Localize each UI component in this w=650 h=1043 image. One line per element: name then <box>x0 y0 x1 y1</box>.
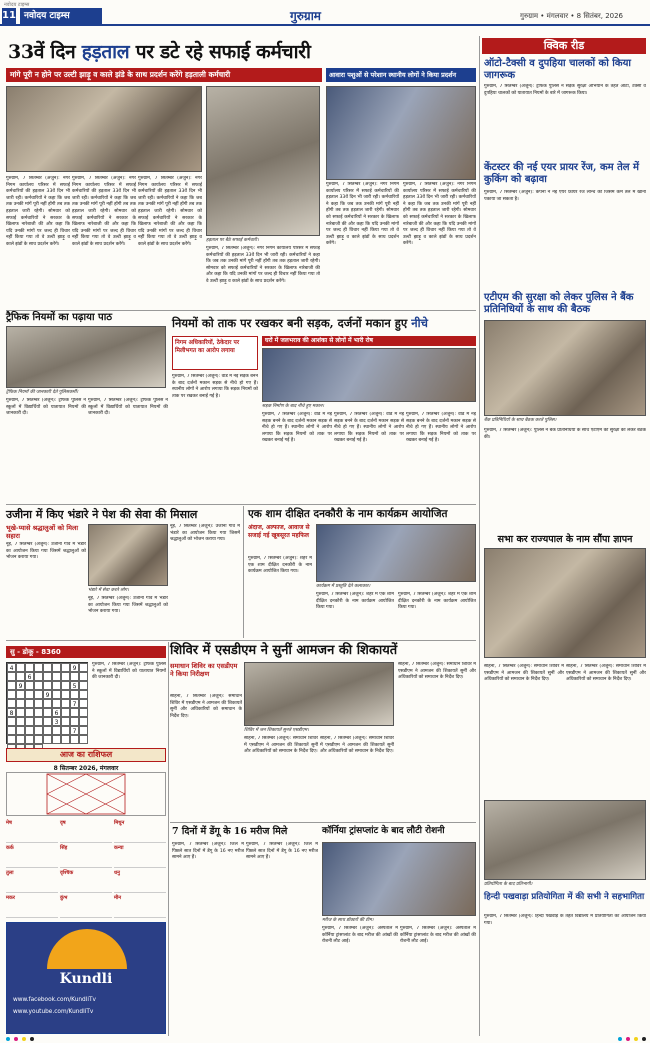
sudoku-grid[interactable] <box>6 662 88 744</box>
sudoku-cell[interactable] <box>70 735 79 744</box>
camp-quote: सभा कर राज्यपाल के नाम सौंपा ज्ञापन <box>497 534 633 545</box>
sudoku-cell[interactable] <box>16 672 25 681</box>
sudoku-cell[interactable] <box>52 663 61 672</box>
sudoku-cell[interactable] <box>43 699 52 708</box>
lead-headline <box>8 40 468 64</box>
quick-read-caption: बैंक प्रतिनिधियों के साथ बैठक करते पुलिस। <box>484 418 557 423</box>
sudoku-cell[interactable] <box>25 681 34 690</box>
sudoku-cell[interactable]: 4 <box>7 663 16 672</box>
sudoku-cell[interactable] <box>61 708 70 717</box>
traffic-headline: ट्रैफिक नियमों का पढ़ाया पाठ <box>6 312 113 323</box>
lead-body-col4: गुरुग्राम, 7 सितम्बर (अर्जुन): नगर निगम कार्यालय परिसर में सफाई कर्मचारियों की हड़ताल 33वें दिन भी जारी रही। कर्मचारियों ने कहा कि जब तक उनकी मांगें पूरी नहीं होंगी तब तक हड़ताल जारी रहेगी। सोमवार को सफाई कर्मचारियों ने सरकार के खिलाफ नारेबाजी की और कहा कि यदि उनकी मांगों पर जल्द ही विचार नहीं किया गया तो वे उल्टी झाड़ू व काले झंडों के साथ प्रदर्शन करेंगे। <box>206 246 320 284</box>
sudoku-cell[interactable] <box>79 699 88 708</box>
sudoku-cell[interactable] <box>43 672 52 681</box>
sudoku-cell[interactable] <box>43 717 52 726</box>
horoscope-signs <box>6 820 166 920</box>
sudoku-cell[interactable] <box>7 681 16 690</box>
sudoku-cell[interactable] <box>34 690 43 699</box>
sudoku-cell[interactable] <box>52 735 61 744</box>
sudoku-cell[interactable] <box>16 735 25 744</box>
dengue-body-col1: गुरुग्राम, 7 सितम्बर (अर्जुन): जिले में पिछले सात दिनों में डेंगू के 16 नए मरीज सामने आए हैं। <box>172 842 244 861</box>
sudoku-cell[interactable] <box>52 699 61 708</box>
ujjaina-caption: भंडारे में सेवा करते लोग। <box>88 588 129 593</box>
lead-body-col2: गुरुग्राम, 7 सितम्बर (अर्जुन): नगर निगम कार्यालय परिसर में सफाई कर्मचारियों की हड़ताल 33वें दिन भी जारी रही। कर्मचारियों ने कहा कि जब तक उनकी मांगें पूरी नहीं होंगी तब तक हड़ताल जारी रहेगी। सोमवार को सफाई कर्मचारियों ने सरकार के खिलाफ नारेबाजी की और कहा कि यदि उनकी मांगों पर जल्द ही विचार नहीं किया गया तो वे उल्टी झाड़ू व काले झंडों के साथ प्रदर्शन करेंगे। <box>72 176 136 247</box>
sudoku-cell[interactable] <box>34 672 43 681</box>
rules-caption: सड़क निर्माण के बाद नीचे हुए मकान। <box>262 404 325 409</box>
sudoku-cell[interactable] <box>7 717 16 726</box>
ujjaina-body-col1: नूंह, 7 सितम्बर (अर्जुन): उजीना गांव में भंडारे का आयोजन किया गया जिसमें श्रद्धालुओं को भोजन कराया गया। <box>6 542 86 561</box>
divider <box>168 642 169 1036</box>
ujjaina-headline: उजीना में किए भंडारे ने पेश की सेवा की मिसाल <box>6 508 198 521</box>
registration-marks <box>6 1036 646 1042</box>
dengue-headline: 7 दिनों में डेंगू के 16 मरीज मिले <box>172 826 288 837</box>
sudoku-cell[interactable] <box>43 726 52 735</box>
program-subhead: अंदाज, अल्फाज, आवाज से सजाई गई खूबसूरत महफिल <box>248 524 310 539</box>
sudoku-cell[interactable] <box>7 699 16 708</box>
cornea-caption: मरीज के साथ डॉक्टरों की टीम। <box>322 918 374 923</box>
sudoku-rules: गुरुग्राम, 7 सितम्बर (अर्जुन): ट्रैफिक पुलिस ने स्कूलों में विद्यार्थियों को यातायात नियमों की जानकारी दी। <box>92 662 166 681</box>
divider <box>6 504 476 505</box>
horoscope-sign: वृष <box>60 820 112 843</box>
rules-headline-a: नियमों को ताक पर रखकर बनी सड़क, दर्जनों मकान हुए <box>172 316 412 330</box>
hindi-caption: प्रतियोगिता के बाद प्रतिभागी। <box>484 882 533 887</box>
sudoku-cell[interactable] <box>43 681 52 690</box>
sudoku-cell[interactable] <box>79 717 88 726</box>
camp-photo <box>244 662 394 726</box>
ujjaina-subhead: भूखे-प्यासे श्रद्धालुओं को मिला सहारा <box>6 524 79 540</box>
sudoku-cell[interactable] <box>34 663 43 672</box>
sudoku-cell[interactable]: 6 <box>25 672 34 681</box>
quick-read-title-1: ऑटो-टैक्सी व दुपहिया चालकों को किया जागरूक <box>484 58 631 81</box>
rules-body-col3: गुरुग्राम, 7 सितम्बर (अर्जुन): वार्ड में नई सड़क बनने के बाद दर्जनों मकान सड़क से नीचे हो गए हैं। स्थानीय लोगों ने आरोप लगाया कि सड़क नियमों को ताक पर रखकर बनाई गई है। <box>334 412 404 444</box>
sudoku-cell[interactable] <box>79 672 88 681</box>
ujjaina-body-col2: नूंह, 7 सितम्बर (अर्जुन): उजीना गांव में भंडारे का आयोजन किया गया जिसमें श्रद्धालुओं को भोजन कराया गया। <box>88 596 168 615</box>
program-photo <box>316 524 476 582</box>
sudoku-cell[interactable]: 9 <box>70 663 79 672</box>
sudoku-cell[interactable]: 8 <box>7 708 16 717</box>
horoscope-sign: कर्क <box>6 845 58 868</box>
program-body-col1: गुरुग्राम, 7 सितम्बर (अर्जुन): शहर में एक शाम दीक्षित दनकौरी के नाम कार्यक्रम आयोजित किया गया। <box>248 556 312 575</box>
sudoku-cell[interactable] <box>16 663 25 672</box>
rules-body-col1: गुरुग्राम, 7 सितम्बर (अर्जुन): वार्ड में नई सड़क बनने के बाद दर्जनों मकान सड़क से नीचे हो गए हैं। स्थानीय लोगों ने आरोप लगाया कि सड़क नियमों को ताक पर रखकर बनाई गई है। <box>172 374 258 399</box>
traffic-body-col2: गुरुग्राम, 7 सितम्बर (अर्जुन): ट्रैफिक पुलिस ने स्कूलों में विद्यार्थियों को यातायात नियमों की जानकारी दी। <box>88 398 168 417</box>
sudoku-cell[interactable] <box>70 690 79 699</box>
sudoku-cell[interactable] <box>52 672 61 681</box>
side-body-col1: गुरुग्राम, 7 सितम्बर (अर्जुन): नगर निगम कार्यालय परिसर में सफाई कर्मचारियों की हड़ताल 33वें दिन भी जारी रही। कर्मचारियों ने कहा कि जब तक उनकी मांगें पूरी नहीं होंगी तब तक हड़ताल जारी रहेगी। सोमवार को सफाई कर्मचारियों ने सरकार के खिलाफ नारेबाजी की और कहा कि यदि उनकी मांगों पर जल्द ही विचार नहीं किया गया तो वे उल्टी झाड़ू व काले झंडों के साथ प्रदर्शन करेंगे। <box>326 182 399 247</box>
cornea-photo <box>322 842 476 916</box>
sudoku-cell[interactable] <box>79 708 88 717</box>
rules-headline <box>172 316 476 330</box>
divider <box>479 36 480 1036</box>
horoscope-sign: वृश्चिक <box>60 870 112 893</box>
rules-body-col2: गुरुग्राम, 7 सितम्बर (अर्जुन): वार्ड में नई सड़क बनने के बाद दर्जनों मकान सड़क से नीचे हो गए हैं। स्थानीय लोगों ने आरोप लगाया कि सड़क नियमों को ताक पर रखकर बनाई गई है। <box>262 412 332 444</box>
sudoku-cell[interactable] <box>61 681 70 690</box>
camp-body-col3: सोहना, 7 सितम्बर (अर्जुन): समाधान शिविर में एसडीएम ने आमजन की शिकायतें सुनीं और अधिकारियों को समाधान के निर्देश दिए। <box>320 736 394 755</box>
quick-read-body-3: गुरुग्राम, 7 सितम्बर (अर्जुन): पुलिस ने बैंक प्रतिनिधियों के साथ एटीएम की सुरक्षा को लेकर बैठक की। <box>484 428 646 440</box>
sudoku-cell[interactable] <box>79 690 88 699</box>
traffic-body-col1: गुरुग्राम, 7 सितम्बर (अर्जुन): ट्रैफिक पुलिस ने स्कूलों में विद्यार्थियों को यातायात नियमों की जानकारी दी। <box>6 398 86 417</box>
quick-read-photo <box>484 320 646 416</box>
camp-caption: शिविर में जन शिकायतें सुनते एसडीएम। <box>244 728 309 733</box>
horoscope-title: आज का राशिफल <box>6 748 166 762</box>
date-line: गुरुग्राम • मंगलवार • 8 सितंबर, 2026 <box>520 12 624 20</box>
sudoku-cell[interactable] <box>61 690 70 699</box>
ujjaina-body-col3: नूंह, 7 सितम्बर (अर्जुन): उजीना गांव में भंडारे का आयोजन किया गया जिसमें श्रद्धालुओं को भोजन कराया गया। <box>170 524 240 543</box>
sudoku-cell[interactable]: 6 <box>52 708 61 717</box>
sudoku-cell[interactable] <box>52 726 61 735</box>
sudoku-cell[interactable] <box>34 726 43 735</box>
rules-subhead: घरों में जलभराव की आशंका से लोगों में भारी रोष <box>262 336 476 346</box>
camp-body-col2: सोहना, 7 सितम्बर (अर्जुन): समाधान शिविर में एसडीएम ने आमजन की शिकायतें सुनीं और अधिकारियों को समाधान के निर्देश दिए। <box>244 736 318 755</box>
sudoku-cell[interactable] <box>7 735 16 744</box>
sudoku-cell[interactable] <box>34 717 43 726</box>
sudoku-cell[interactable] <box>52 681 61 690</box>
sudoku-cell[interactable] <box>70 708 79 717</box>
sudoku-cell[interactable] <box>61 726 70 735</box>
sudoku-cell[interactable] <box>61 699 70 708</box>
sudoku-cell[interactable] <box>79 663 88 672</box>
sudoku-cell[interactable] <box>61 717 70 726</box>
kundli-ad[interactable] <box>6 922 166 1034</box>
camp-subhead: समाधान शिविर का एसडीएम ने किया निरीक्षण <box>170 662 238 678</box>
horoscope-sign: कन्या <box>114 845 166 868</box>
cornea-body-col2: गुरुग्राम, 7 सितम्बर (अर्जुन): अस्पताल में कॉर्निया ट्रांसप्लांट के बाद मरीज की आंखों की रोशनी लौट आई। <box>400 926 476 945</box>
sudoku-cell[interactable] <box>25 690 34 699</box>
sudoku-cell[interactable] <box>25 735 34 744</box>
lead-photo <box>6 86 202 172</box>
sudoku-cell[interactable] <box>16 699 25 708</box>
horoscope-sign: मेष <box>6 820 58 843</box>
lead-headline-c: पर डटे रहे सफाई कर्मचारी <box>129 41 311 63</box>
kundli-ad-facebook[interactable]: www.facebook.com/KundliTv <box>13 997 96 1003</box>
divider <box>170 822 476 823</box>
sudoku-cell[interactable] <box>43 735 52 744</box>
sudoku-cell[interactable] <box>61 663 70 672</box>
kundli-ad-youtube[interactable]: www.youtube.com/KundliTv <box>13 1009 94 1015</box>
rules-body-col4: गुरुग्राम, 7 सितम्बर (अर्जुन): वार्ड में नई सड़क बनने के बाद दर्जनों मकान सड़क से नीचे हो गए हैं। स्थानीय लोगों ने आरोप लगाया कि सड़क नियमों को ताक पर रखकर बनाई गई है। <box>406 412 476 444</box>
sudoku-cell[interactable] <box>79 735 88 744</box>
sudoku-cell[interactable] <box>25 699 34 708</box>
sudoku-cell[interactable] <box>70 672 79 681</box>
camp-headline: शिविर में एसडीएम ने सुनीं आमजन की शिकायतें <box>170 643 398 658</box>
divider <box>6 310 476 311</box>
horoscope-chart-svg <box>7 773 165 815</box>
sudoku-cell[interactable] <box>7 672 16 681</box>
lead-headline-b: हड़ताल <box>81 41 130 63</box>
sudoku-cell[interactable] <box>25 726 34 735</box>
rules-headline-b: नीचे <box>411 316 428 330</box>
traffic-photo <box>6 326 166 388</box>
sudoku-cell[interactable] <box>70 717 79 726</box>
sudoku-cell[interactable] <box>25 717 34 726</box>
horoscope-sign: सिंह <box>60 845 112 868</box>
brand-logo: नवोदय टाइम्स <box>20 8 102 24</box>
lead-photo-caption: हड़ताल पर बैठे सफाई कर्मचारी। <box>206 238 259 243</box>
sudoku-cell[interactable]: 7 <box>70 726 79 735</box>
hindi-photo <box>484 800 646 880</box>
side-photo <box>326 86 476 180</box>
sudoku-cell[interactable] <box>61 672 70 681</box>
quick-read-body-1: गुरुग्राम, 7 सितम्बर (अर्जुन): ट्रैफिक पुलिस ने सड़क सुरक्षा अभियान के तहत ऑटो, टैक्सी व दुपहिया चालकों को यातायात नियमों के बारे में जागरूक किया। <box>484 84 646 96</box>
cornea-headline: कॉर्निया ट्रांसप्लांट के बाद लौटी रोशनी <box>322 826 445 836</box>
cornea-body-col1: गुरुग्राम, 7 सितम्बर (अर्जुन): अस्पताल में कॉर्निया ट्रांसप्लांट के बाद मरीज की आंखों की रोशनी लौट आई। <box>322 926 398 945</box>
sudoku-cell[interactable] <box>16 690 25 699</box>
sudoku-cell[interactable]: 3 <box>52 717 61 726</box>
program-body-col3: गुरुग्राम, 7 सितम्बर (अर्जुन): शहर में एक शाम दीक्षित दनकौरी के नाम कार्यक्रम आयोजित किया गया। <box>398 592 476 611</box>
sudoku-cell[interactable] <box>52 690 61 699</box>
hindi-headline: हिन्दी पखवाड़ा प्रतियोगिता में की सभी ने सहभागिता <box>484 892 645 902</box>
sudoku-cell[interactable] <box>79 681 88 690</box>
memorandum-photo <box>484 548 646 658</box>
divider <box>243 506 244 638</box>
program-caption: कार्यक्रम में प्रस्तुति देते कलाकार। <box>316 584 371 589</box>
rules-box-title: निगम अधिकारियों, ठेकेदार पर मिलीभगत का आरोप लगाया <box>175 340 240 354</box>
sudoku-cell[interactable] <box>43 663 52 672</box>
horoscope-sign: तुला <box>6 870 58 893</box>
quick-read-title-2: केंटस्टर की नई एयर प्रायर रेंज, कम तेल में कुकिंग को बढ़ावा <box>484 162 640 185</box>
rules-photo <box>262 348 476 402</box>
lead-photo-2 <box>206 86 320 236</box>
lead-headline-a: 33वें दिन <box>8 41 82 63</box>
horoscope-chart <box>6 772 166 816</box>
memorandum-body-col1: सोहना, 7 सितम्बर (अर्जुन): समाधान शिविर में एसडीएम ने आमजन की शिकायतें सुनीं और अधिकारियों को समाधान के निर्देश दिए। <box>484 664 564 683</box>
horoscope-sign: धनु <box>114 870 166 893</box>
page-number: 11 <box>2 8 16 24</box>
sudoku-cell[interactable] <box>34 735 43 744</box>
sudoku-cell[interactable] <box>43 708 52 717</box>
horoscope-sign: मीन <box>114 895 166 918</box>
sudoku-cell[interactable]: 5 <box>70 681 79 690</box>
quick-read-title-3: एटीएम की सुरक्षा को लेकर पुलिस ने बैंक प्रतिनिधियों के साथ की बैठक <box>484 292 634 315</box>
ujjaina-photo <box>88 524 168 586</box>
lead-subhead: मांगे पूरी न होने पर उल्टी झाड़ू व काले झंडे के साथ प्रदर्शन करेंगे हड़ताली कर्मचारी <box>6 68 322 82</box>
lead-body-col3: गुरुग्राम, 7 सितम्बर (अर्जुन): नगर निगम कार्यालय परिसर में सफाई कर्मचारियों की हड़ताल 33वें दिन भी जारी रही। कर्मचारियों ने कहा कि जब तक उनकी मांगें पूरी नहीं होंगी तब तक हड़ताल जारी रहेगी। सोमवार को सफाई कर्मचारियों ने सरकार के खिलाफ नारेबाजी की और कहा कि यदि उनकी मांगों पर जल्द ही विचार नहीं किया गया तो वे उल्टी झाड़ू व काले झंडों के साथ प्रदर्शन करेंगे। <box>138 176 202 247</box>
section-title: गुरुग्राम <box>290 9 321 23</box>
horoscope-sign: मिथुन <box>114 820 166 843</box>
sudoku-cell[interactable] <box>34 708 43 717</box>
sudoku-cell[interactable] <box>25 708 34 717</box>
sudoku-cell[interactable] <box>7 726 16 735</box>
sudoku-cell[interactable] <box>25 663 34 672</box>
sudoku-cell[interactable]: 9 <box>16 681 25 690</box>
kundli-logo-icon <box>47 929 127 969</box>
sudoku-cell[interactable] <box>79 726 88 735</box>
sudoku-cell[interactable] <box>34 699 43 708</box>
program-headline: एक शाम दीक्षित दनकौरी के नाम कार्यक्रम आयोजित <box>248 508 448 520</box>
quick-read-body-2: गुरुग्राम, 7 सितम्बर (अर्जुन): कंपनी ने नई एयर फ्रायर रेंज लॉन्च की जिसमें कम तेल में खाना पकाया जा सकता है। <box>484 190 646 202</box>
sudoku-cell[interactable] <box>61 735 70 744</box>
sudoku-label: सु - डोकू - 8360 <box>6 646 166 658</box>
sudoku-cell[interactable] <box>16 708 25 717</box>
sudoku-cell[interactable] <box>7 690 16 699</box>
dengue-body-col2: गुरुग्राम, 7 सितम्बर (अर्जुन): जिले में पिछले सात दिनों में डेंगू के 16 नए मरीज सामने आए हैं। <box>246 842 318 861</box>
side-body-col2: गुरुग्राम, 7 सितम्बर (अर्जुन): नगर निगम कार्यालय परिसर में सफाई कर्मचारियों की हड़ताल 33वें दिन भी जारी रही। कर्मचारियों ने कहा कि जब तक उनकी मांगें पूरी नहीं होंगी तब तक हड़ताल जारी रहेगी। सोमवार को सफाई कर्मचारियों ने सरकार के खिलाफ नारेबाजी की और कहा कि यदि उनकी मांगों पर जल्द ही विचार नहीं किया गया तो वे उल्टी झाड़ू व काले झंडों के साथ प्रदर्शन करेंगे। <box>403 182 476 247</box>
memorandum-body-col2: सोहना, 7 सितम्बर (अर्जुन): समाधान शिविर में एसडीएम ने आमजन की शिकायतें सुनीं और अधिकारियों को समाधान के निर्देश दिए। <box>566 664 646 683</box>
sudoku-cell[interactable]: 7 <box>70 699 79 708</box>
top-small-label: नवोदय टाइम्स <box>4 2 30 8</box>
camp-body-col4: सोहना, 7 सितम्बर (अर्जुन): समाधान शिविर में एसडीएम ने आमजन की शिकायतें सुनीं और अधिकारियों को समाधान के निर्देश दिए। <box>398 662 476 681</box>
horoscope-date: 8 सितम्बर 2026, मंगलवार <box>53 765 119 772</box>
quick-read-label: क्विक रीड <box>482 38 646 54</box>
sudoku-cell[interactable] <box>16 717 25 726</box>
traffic-caption: ट्रैफिक नियमों की जानकारी देते पुलिसकर्मी। <box>6 390 79 395</box>
rules-box <box>172 336 258 370</box>
camp-body-col1: सोहना, 7 सितम्बर (अर्जुन): समाधान शिविर में एसडीएम ने आमजन की शिकायतें सुनीं और अधिकारियों को समाधान के निर्देश दिए। <box>170 694 242 719</box>
sudoku-cell[interactable]: 9 <box>43 690 52 699</box>
program-body-col2: गुरुग्राम, 7 सितम्बर (अर्जुन): शहर में एक शाम दीक्षित दनकौरी के नाम कार्यक्रम आयोजित किया गया। <box>316 592 394 611</box>
sudoku-cell[interactable] <box>16 726 25 735</box>
kundli-ad-title: Kundli <box>59 971 113 987</box>
sudoku-cell[interactable] <box>34 681 43 690</box>
hindi-body: गुरुग्राम, 7 सितम्बर (अर्जुन): हिन्दी पखवाड़े के तहत विद्यालय में प्रतियोगिता का आयोजन किया गया। <box>484 914 646 926</box>
divider <box>6 640 476 641</box>
side-subhead: आवारा पशुओं से परेशान स्थानीय लोगों ने किया प्रदर्शन <box>326 68 476 82</box>
horoscope-sign: मकर <box>6 895 58 918</box>
lead-body-col1: गुरुग्राम, 7 सितम्बर (अर्जुन): नगर निगम कार्यालय परिसर में सफाई कर्मचारियों की हड़ताल 33वें दिन भी जारी रही। कर्मचारियों ने कहा कि जब तक उनकी मांगें पूरी नहीं होंगी तब तक हड़ताल जारी रहेगी। सोमवार को सफाई कर्मचारियों ने सरकार के खिलाफ नारेबाजी की और कहा कि यदि उनकी मांगों पर जल्द ही विचार नहीं किया गया तो वे उल्टी झाड़ू व काले झंडों के साथ प्रदर्शन करेंगे। <box>6 176 70 247</box>
horoscope-sign: कुंभ <box>60 895 112 918</box>
